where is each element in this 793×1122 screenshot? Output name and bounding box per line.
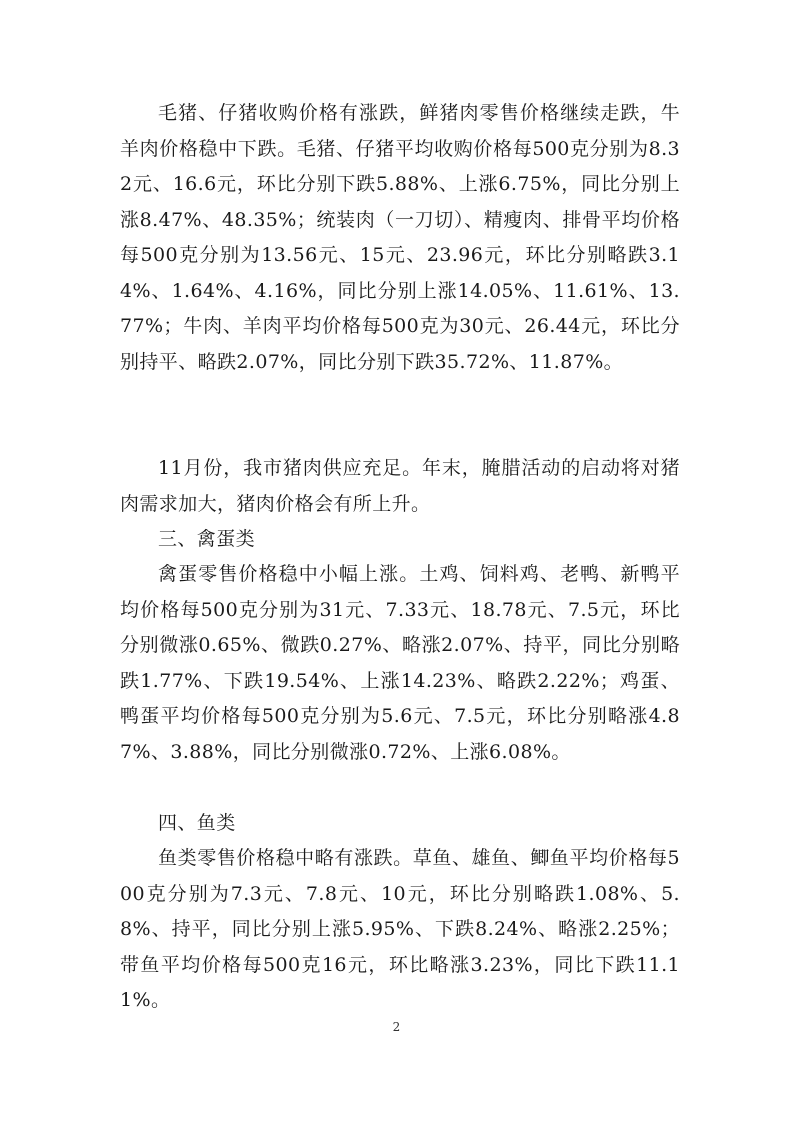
page-number: 2 [392, 1020, 401, 1034]
paragraph-poultry-prices: 禽蛋零售价格稳中小幅上涨。土鸡、饲料鸡、老鸭、新鸭平均价格每500克分别为31元、7.33元、18.78元、7.5元，环比分别微涨0.65%、微跌0.27%、略涨2.07%、持平，同比分别略跌1.77%、下跌19.54%、上涨14.23%、略跌2.22%；鸡蛋、鸭蛋平均价格每500克分别为5.6元、7.5元，环比分别略涨4.87%、3.88%，同比分别微涨0.72%、上涨6.08%。 [120, 563, 680, 763]
paragraph-pork-outlook: 11月份，我市猪肉供应充足。年末，腌腊活动的启动将对猪肉需求加大，猪肉价格会有所上升。 [120, 457, 680, 515]
section-heading-poultry: 三、禽蛋类 [158, 528, 256, 550]
paragraph-pork-prices: 毛猪、仔猪收购价格有涨跌，鲜猪肉零售价格继续走跌，牛羊肉价格稳中下跌。毛猪、仔猪平均收购价格每500克分别为8.32元、16.6元，环比分别下跌5.88%、上涨6.75%，同比分别上涨8.47%、48.35%；统装肉（一刀切）、精瘦肉、排骨平均价格每500克分别为13.56元、15元、23.96元，环比分别略跌3.14%、1.64%、4.16%，同比分别上涨14.05%、11.61%、13.77%；牛肉、羊肉平均价格每500克为30元、26.44元，环比分别持平、略跌2.07%，同比分别下跌35.72%、11.87%。 [120, 102, 680, 373]
paragraph-fish-prices: 鱼类零售价格稳中略有涨跌。草鱼、雄鱼、鲫鱼平均价格每500克分别为7.3元、7.8元、10元，环比分别略跌1.08%、5.8%、持平，同比分别上涨5.95%、下跌8.24%、略涨2.25%；带鱼平均价格每500克16元，环比略涨3.23%，同比下跌11.11%。 [120, 847, 680, 1011]
section-heading-fish: 四、鱼类 [158, 812, 236, 834]
